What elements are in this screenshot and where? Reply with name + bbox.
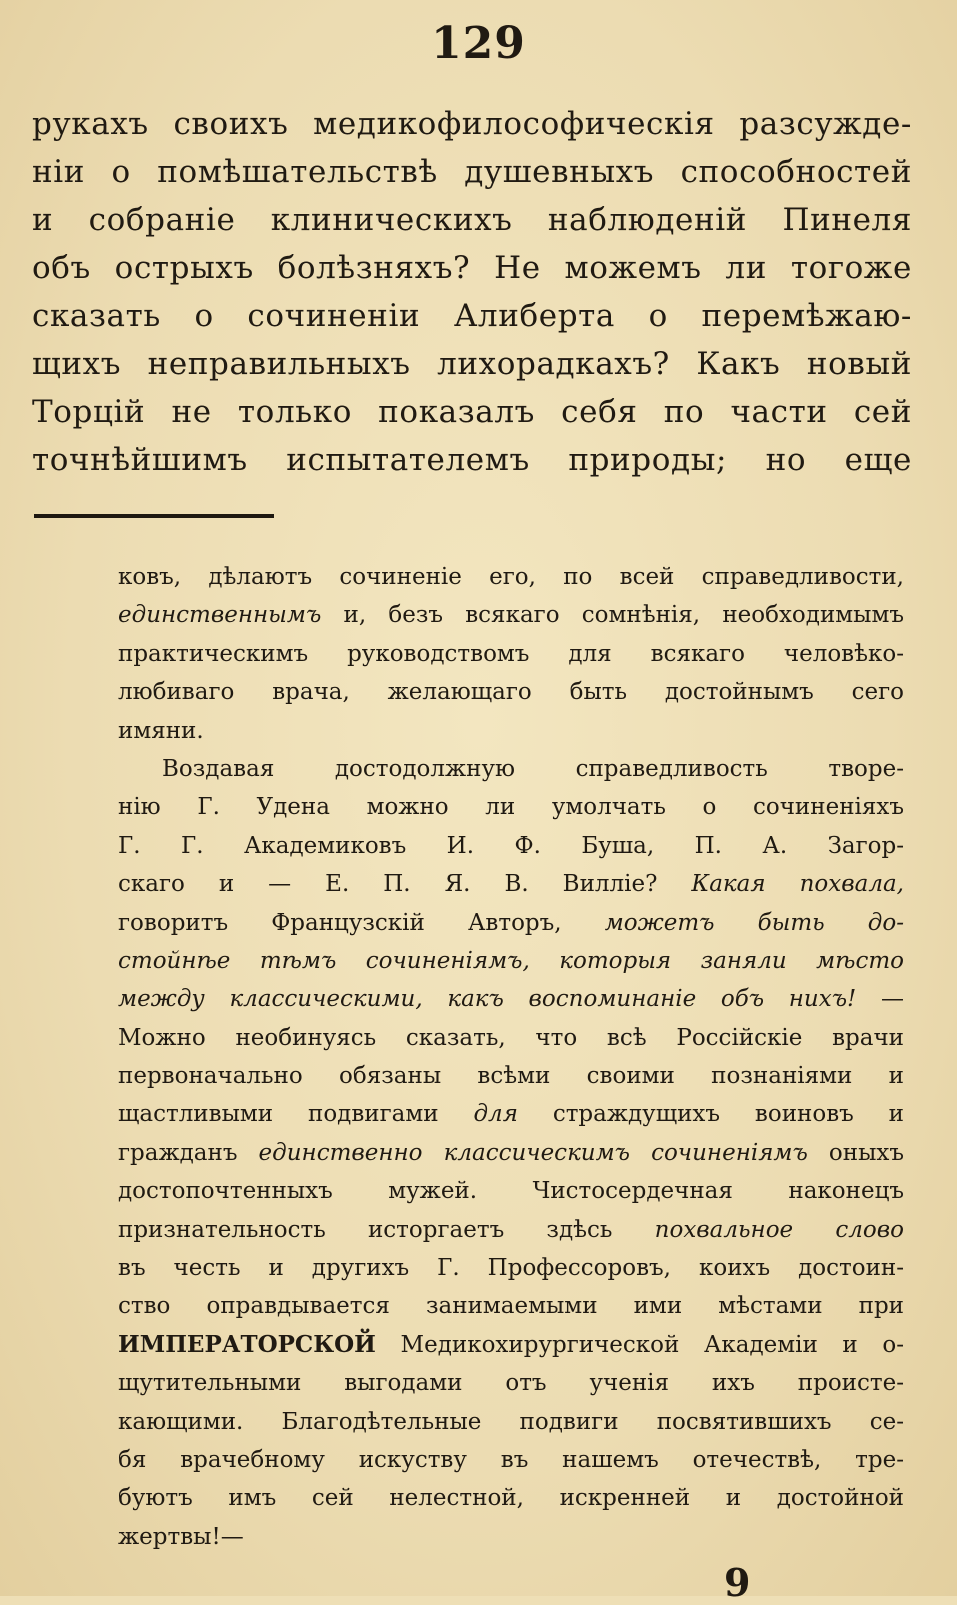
signature-mark: 9	[724, 1560, 751, 1605]
footnote-line: практическимъ руководствомъ для всякаго человѣко-	[118, 640, 904, 667]
italic-phrase: единственнымъ	[118, 602, 322, 629]
main-text-line: ніи о помѣшательствѣ душевныхъ способностей	[32, 154, 912, 190]
main-text-line: сказать о сочиненіи Алиберта о перемѣжаю-	[32, 298, 912, 334]
footnote-line: Можно необинуясь сказать, что всѣ Россійскіе врачи	[118, 1024, 904, 1051]
italic-phrase: Какая похвала,	[691, 871, 904, 898]
footnote-line: между классическими, какъ воспоминаніе объ нихъ! —	[118, 986, 904, 1013]
main-text-line: точнѣйшимъ испытателемъ природы; но еще	[32, 442, 912, 478]
main-text-line: рукахъ своихъ медикофилософическія разсужде-	[32, 106, 912, 142]
footnote-line: щутительными выгодами отъ ученія ихъ происте-	[118, 1370, 904, 1397]
footnote-line: достопочтенныхъ мужей. Чистосердечная наконецъ	[118, 1178, 904, 1205]
footnote-line: имяни.	[118, 717, 204, 744]
footnote-line: буютъ имъ сей нелестной, искренней и достойной	[118, 1485, 904, 1512]
footnote-line: Г. Г. Академиковъ И. Ф. Буша, П. А. Загор-	[118, 832, 904, 859]
footnote-line: скаго и — Е. П. Я. В. Виллiе? Какая похвала,	[118, 871, 904, 898]
footnote-separator-rule	[34, 514, 274, 518]
footnote-line: стойнѣе тѣмъ сочиненіямъ, которыя заняли мѣсто	[118, 947, 904, 974]
italic-phrase: можетъ быть до-	[604, 909, 904, 936]
bold-phrase: ИМПЕРАТОРСКОЙ	[118, 1330, 376, 1358]
footnote-line: признательность исторгаетъ здѣсь похвальное слово	[118, 1216, 904, 1243]
italic-phrase: похвальное слово	[654, 1216, 904, 1243]
footnote-line: любиваго врача, желающаго быть достойнымъ сего	[118, 679, 904, 706]
footnote-line: жертвы!—	[118, 1523, 244, 1550]
footnote-line: бя врачебному искуству въ нашемъ отечествѣ, тре-	[118, 1446, 904, 1473]
footnote-line: единственнымъ и, безъ всякаго сомнѣнія, необходимымъ	[118, 602, 904, 629]
footnote-line: въ честь и другихъ Г. Профессоровъ, коихъ достоин-	[118, 1255, 904, 1282]
footnote-line: первоначально обязаны всѣми своими познаніями и	[118, 1063, 904, 1090]
main-text-line: и собраніе клиническихъ наблюденій Пинеля	[32, 202, 912, 238]
page-number: 129	[431, 18, 526, 69]
main-text-block	[32, 100, 912, 484]
footnote-line: ковъ, дѣлаютъ сочиненіе его, по всей справедливости,	[118, 564, 904, 590]
main-text-line: Торцій не только показалъ себя по части сей	[32, 394, 912, 430]
footnote-line: ИМПЕРАТОРСКОЙ Медикохирургической Академіи и о-	[118, 1330, 904, 1358]
footnote-line: щастливыми подвигами для страждущихъ воиновъ и	[118, 1101, 904, 1128]
footnote-line: ство оправдывается занимаемыми ими мѣстами при	[118, 1293, 904, 1320]
main-text-line: объ острыхъ болѣзняхъ? Не можемъ ли тогоже	[32, 250, 912, 286]
italic-phrase: для	[473, 1101, 518, 1128]
footnote-line: Воздавая достодолжную справедливость творе-	[162, 755, 904, 782]
footnote-line: говоритъ Французскій Авторъ, можетъ быть до-	[118, 909, 904, 936]
italic-phrase: между классическими, какъ воспоминаніе объ нихъ!	[118, 986, 857, 1013]
italic-phrase: единственно классическимъ сочиненіямъ	[258, 1139, 808, 1166]
footnote-line: нію Г. Удена можно ли умолчать о сочиненіяхъ	[118, 794, 904, 821]
main-text-line: щихъ неправильныхъ лихорадкахъ? Какъ новый	[32, 346, 912, 382]
footnote-block	[118, 558, 904, 1556]
footnote-line: кающими. Благодѣтельные подвиги посвятившихъ се-	[118, 1408, 904, 1435]
footnote-line: гражданъ единственно классическимъ сочиненіямъ оныхъ	[118, 1139, 904, 1166]
